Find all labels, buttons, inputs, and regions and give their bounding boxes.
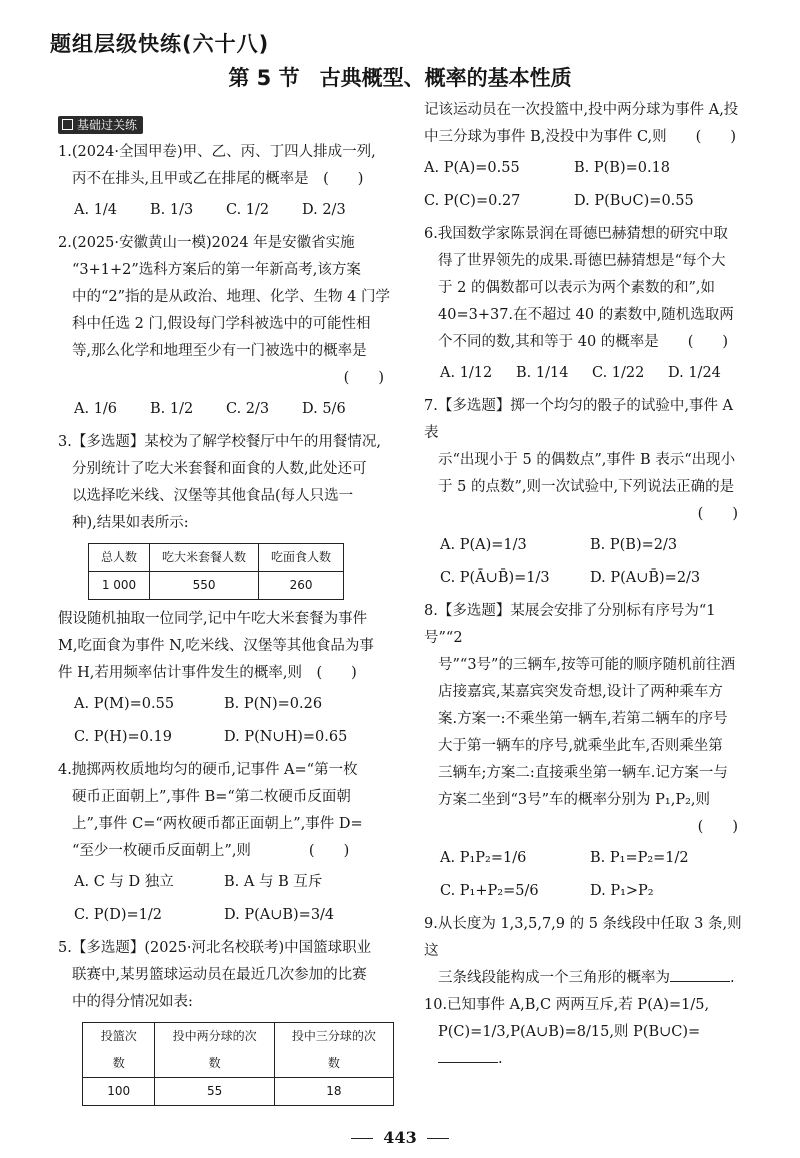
q2-option-a[interactable]: A. 1/6 xyxy=(74,401,118,417)
q5-options xyxy=(424,155,748,182)
q3-option-b[interactable]: B. P(N)=0.26 xyxy=(224,696,323,712)
page-footer xyxy=(0,1128,800,1147)
question-5-continued: 记该运动员在一次投篮中,投中两分球为事件 A,投 中三分球为事件 B,没投中为事件 C,则 ( ) A. P(A)=0.55 B. P(B)=0.18 C. P(C)=0.27 D. P(B∪C)=0.55 xyxy=(424,97,748,215)
q4-option-d[interactable]: D. P(A∪B)=3/4 xyxy=(224,907,335,923)
q3-option-a[interactable]: A. P(M)=0.55 xyxy=(74,696,175,712)
q1-options xyxy=(74,197,394,224)
table-cell: 260 xyxy=(259,572,344,600)
table-cell: 100 xyxy=(83,1078,155,1106)
table-header: 吃面食人数 xyxy=(259,544,344,572)
book-icon xyxy=(62,119,73,130)
question-1: 1.(2024·全国甲卷)甲、乙、丙、丁四人排成一列, 丙不在排头,且甲或乙在排尾的概率是 ( ) A. 1/4 B. 1/3 C. 1/2 D. 2/3 xyxy=(58,139,394,224)
q3-options-2 xyxy=(74,724,394,751)
question-10: 10.已知事件 A,B,C 两两互斥,若 P(A)=1/5, P(C)=1/3,P(A∪B)=8/15,则 P(B∪C)= . xyxy=(424,997,710,1067)
q5-options-2 xyxy=(424,188,748,215)
page-number: 443 xyxy=(383,1128,417,1147)
table-cell: 55 xyxy=(155,1078,274,1106)
q8-option-c[interactable]: C. P₁+P₂=5/6 xyxy=(440,883,539,899)
q7-option-d[interactable]: D. P(A∪B̄)=2/3 xyxy=(590,570,701,586)
q8-option-d[interactable]: D. P₁>P₂ xyxy=(590,883,654,899)
question-9: 9.从长度为 1,3,5,7,9 的 5 条线段中任取 3 条,则这 三条线段能构成一个三角形的概率为 . xyxy=(424,916,742,986)
section-heading xyxy=(0,62,800,92)
q3-options xyxy=(74,691,394,718)
table-cell: 550 xyxy=(150,572,259,600)
q7-option-a[interactable]: A. P(A)=1/3 xyxy=(440,537,527,553)
q6-options xyxy=(440,360,748,387)
question-3: 3.【多选题】某校为了解学校餐厅中午的用餐情况, 分别统计了吃大米套餐和面食的人数,此处还可 以选择吃米线、汉堡等其他食品(每人只选一 种),结果如表所示: 总人数 吃大米套餐人数 吃面食人数 1 000 550 260 假设随机抽取一位同学,记中午吃大米套餐为事件 M,吃面食为事件 N,吃米线、汉堡等其他食品为事 件 H,若用频率估计事件发生的概率,则 ( ) A. P(M)=0.55 B. P(N)=0.26 C. P(H)=0.19 D. P(N∪H)=0.65 xyxy=(58,429,394,751)
q1-option-b[interactable]: B. 1/3 xyxy=(150,202,194,218)
q5-option-a[interactable]: A. P(A)=0.55 xyxy=(424,160,520,176)
question-6: 6.我国数学家陈景润在哥德巴赫猜想的研究中取 得了世界领先的成果.哥德巴赫猜想是“每个大 于 2 的偶数都可以表示为两个素数的和”,如 40=3+37.在不超过 40 的素数中,随机选取两 个不同的数,其和等于 40 的概率是 ( ) A. 1/12 B. 1/14 C. 1/22 D. 1/24 xyxy=(424,221,748,387)
q9-answer-blank[interactable] xyxy=(670,967,730,982)
q5-option-c[interactable]: C. P(C)=0.27 xyxy=(424,193,521,209)
q2-options xyxy=(74,396,394,423)
exercise-title: 题组层级快练(六十八) xyxy=(50,32,270,56)
left-column xyxy=(58,112,394,1112)
q7-option-b[interactable]: B. P(B)=2/3 xyxy=(590,537,678,553)
table-header: 投中两分球的次数 xyxy=(155,1023,274,1078)
q3-table xyxy=(88,543,344,600)
q6-option-b[interactable]: B. 1/14 xyxy=(516,365,569,381)
q7-options-2 xyxy=(440,565,748,592)
q6-option-d[interactable]: D. 1/24 xyxy=(668,365,721,381)
q5-table xyxy=(82,1022,394,1106)
q2-option-c[interactable]: C. 2/3 xyxy=(226,401,270,417)
q5-option-b[interactable]: B. P(B)=0.18 xyxy=(574,160,671,176)
question-7: 7.【多选题】掷一个均匀的骰子的试验中,事件 A 表 示“出现小于 5 的偶数点”,事件 B 表示“出现小 于 5 的点数”,则一次试验中,下列说法正确的是 ( ) A. P(A)=1/3 B. P(B)=2/3 C. P(Ā∪B̄)=1/3 D. P(A∪B̄)=2/3 xyxy=(424,393,748,592)
q3-option-d[interactable]: D. P(N∪H)=0.65 xyxy=(224,729,348,745)
q4-option-c[interactable]: C. P(D)=1/2 xyxy=(74,907,162,923)
q8-option-b[interactable]: B. P₁=P₂=1/2 xyxy=(590,850,689,866)
q8-options xyxy=(440,845,748,872)
question-5: 5.【多选题】(2025·河北名校联考)中国篮球职业 联赛中,某男篮球运动员在最近几次参加的比赛 中的得分情况如表: 投篮次数 投中两分球的次数 投中三分球的次数 100 55 18 xyxy=(58,935,394,1106)
q3-option-c[interactable]: C. P(H)=0.19 xyxy=(74,729,172,745)
right-column xyxy=(424,97,748,1073)
q1-option-c[interactable]: C. 1/2 xyxy=(226,202,270,218)
q6-option-c[interactable]: C. 1/22 xyxy=(592,365,645,381)
table-header: 吃大米套餐人数 xyxy=(150,544,259,572)
q4-options xyxy=(74,869,394,896)
q10-answer-blank[interactable] xyxy=(438,1048,498,1063)
section-title: 古典概型、概率的基本性质 xyxy=(319,66,572,90)
q1-option-d[interactable]: D. 2/3 xyxy=(302,202,346,218)
q4-options-2 xyxy=(74,902,394,929)
question-8: 8.【多选题】某展会安排了分别标有序号为“1号”“2 号”“3号”的三辆车,按等可能的顺序随机前往酒 店接嘉宾,某嘉宾突发奇想,设计了两种乘车方 案.方案一:不乘坐第一辆车,若第二辆车的序号 大于第一辆车的序号,就乘坐此车,否则乘坐第 三辆车;方案二:直接乘坐第一辆车.记方案一与 方案二坐到“3号”车的概率分别为 P₁,P₂,则 ( ) A. P₁P₂=1/6 B. P₁=P₂=1/2 C. P₁+P₂=5/6 D. P₁>P₂ xyxy=(424,598,748,905)
table-header: 投中三分球的次数 xyxy=(274,1023,393,1078)
q6-option-a[interactable]: A. 1/12 xyxy=(440,365,493,381)
q5-option-d[interactable]: D. P(B∪C)=0.55 xyxy=(574,193,694,209)
q8-option-a[interactable]: A. P₁P₂=1/6 xyxy=(440,850,527,866)
q8-options-2 xyxy=(440,878,748,905)
question-4: 4.抛掷两枚质地均匀的硬币,记事件 A=“第一枚 硬币正面朝上”,事件 B=“第二枚硬币反面朝 上”,事件 C=“两枚硬币都正面朝上”,事件 D= “至少一枚硬币反面朝上”,则 ( ) A. C 与 D 独立 B. A 与 B 互斥 C. P(D)=1/2 D. P(A∪B)=3/4 xyxy=(58,757,394,929)
table-cell: 1 000 xyxy=(89,572,150,600)
q4-option-b[interactable]: B. A 与 B 互斥 xyxy=(224,874,323,890)
q7-options xyxy=(440,532,748,559)
q1-option-a[interactable]: A. 1/4 xyxy=(74,202,118,218)
table-header: 总人数 xyxy=(89,544,150,572)
q2-option-b[interactable]: B. 1/2 xyxy=(150,401,194,417)
q4-option-a[interactable]: A. C 与 D 独立 xyxy=(74,874,174,890)
table-header: 投篮次数 xyxy=(83,1023,155,1078)
table-cell: 18 xyxy=(274,1078,393,1106)
q2-option-d[interactable]: D. 5/6 xyxy=(302,401,346,417)
section-number: 第 5 节 xyxy=(228,66,300,90)
question-2: 2.(2025·安徽黄山一模)2024 年是安徽省实施 “3+1+2”选科方案后的第一年新高考,该方案 中的“2”指的是从政治、地理、化学、生物 4 门学 科中任选 2 门,假设每门学科被选中的可能性相 等,那么化学和地理至少有一门被选中的概率是 ( ) A. 1/6 B. 1/2 C. 2/3 D. 5/6 xyxy=(58,230,394,423)
practice-badge: 基础过关练 xyxy=(58,112,394,139)
q7-option-c[interactable]: C. P(Ā∪B̄)=1/3 xyxy=(440,570,550,586)
